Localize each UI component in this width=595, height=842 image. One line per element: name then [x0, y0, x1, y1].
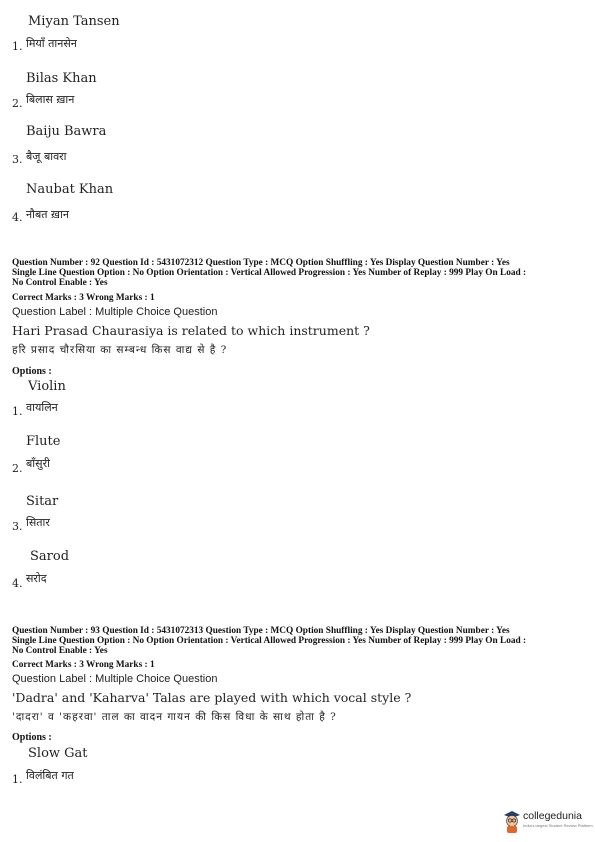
option-number: 2.	[12, 462, 23, 475]
option-number: 3.	[12, 153, 23, 166]
option-number: 3.	[12, 520, 23, 533]
option-english: Miyan Tansen	[28, 14, 120, 29]
question-text-hindi: हरि प्रसाद चौरसिया का सम्बन्ध किस वाद्य से है ?	[12, 344, 228, 356]
question-meta-line-1: Question Number : 92 Question Id : 5431072312 Question Type : MCQ Option Shuffling : Yes Display Question Number : Yes	[12, 258, 510, 268]
question-meta-line-2: Single Line Question Option : No Option Orientation : Vertical Allowed Progression : Yes Number of Replay : 999 Play On Load :	[12, 636, 527, 646]
mascot-icon	[503, 808, 521, 834]
option-english: Baiju Bawra	[26, 124, 107, 139]
option-hindi: सितार	[26, 516, 50, 529]
option-hindi: बिलास ख़ान	[26, 93, 75, 106]
question-text-hindi: 'दादरा' व 'कहरवा' ताल का वादन गायन की किस विधा के साथ होता है ?	[12, 711, 337, 723]
marks-info: Correct Marks : 3 Wrong Marks : 1	[12, 660, 155, 670]
options-heading: Options :	[12, 732, 52, 743]
option-hindi: वायलिन	[26, 401, 58, 414]
question-meta-line-3: No Control Enable : Yes	[12, 646, 108, 656]
option-number: 1.	[12, 405, 23, 418]
option-english: Sitar	[26, 494, 59, 509]
question-label: Question Label : Multiple Choice Question	[12, 673, 218, 685]
option-number: 1.	[12, 40, 23, 53]
question-label: Question Label : Multiple Choice Question	[12, 306, 218, 318]
option-hindi: बैजू बावरा	[26, 150, 67, 163]
option-hindi: मियाँ तानसेन	[26, 37, 77, 50]
logo-wordmark: collegedunia	[523, 810, 582, 822]
options-heading: Options :	[12, 366, 52, 377]
question-text-english: Hari Prasad Chaurasiya is related to which instrument ?	[12, 323, 370, 338]
option-number: 4.	[12, 577, 23, 590]
marks-info: Correct Marks : 3 Wrong Marks : 1	[12, 293, 155, 303]
question-meta-line-2: Single Line Question Option : No Option Orientation : Vertical Allowed Progression : Yes Number of Replay : 999 Play On Load :	[12, 268, 527, 278]
question-text-english: 'Dadra' and 'Kaharva' Talas are played with which vocal style ?	[12, 690, 412, 705]
option-english: Flute	[26, 434, 61, 449]
option-hindi: बाँसुरी	[26, 457, 50, 470]
option-english: Naubat Khan	[26, 182, 114, 197]
option-english: Violin	[28, 379, 66, 394]
option-english: Sarod	[30, 549, 70, 564]
option-hindi: विलंबित गत	[26, 769, 74, 782]
question-meta-line-1: Question Number : 93 Question Id : 5431072313 Question Type : MCQ Option Shuffling : Yes Display Question Number : Yes	[12, 626, 510, 636]
option-number: 2.	[12, 97, 23, 110]
option-number: 4.	[12, 211, 23, 224]
option-number: 1.	[12, 773, 23, 786]
option-english: Bilas Khan	[26, 71, 97, 86]
option-hindi: नौबत ख़ान	[26, 208, 69, 221]
logo-tagline: India's largest Student Review Platform	[523, 823, 593, 828]
option-hindi: सरोद	[26, 572, 47, 585]
question-meta-line-3: No Control Enable : Yes	[12, 278, 108, 288]
option-english: Slow Gat	[28, 746, 88, 761]
collegedunia-logo	[503, 808, 593, 836]
